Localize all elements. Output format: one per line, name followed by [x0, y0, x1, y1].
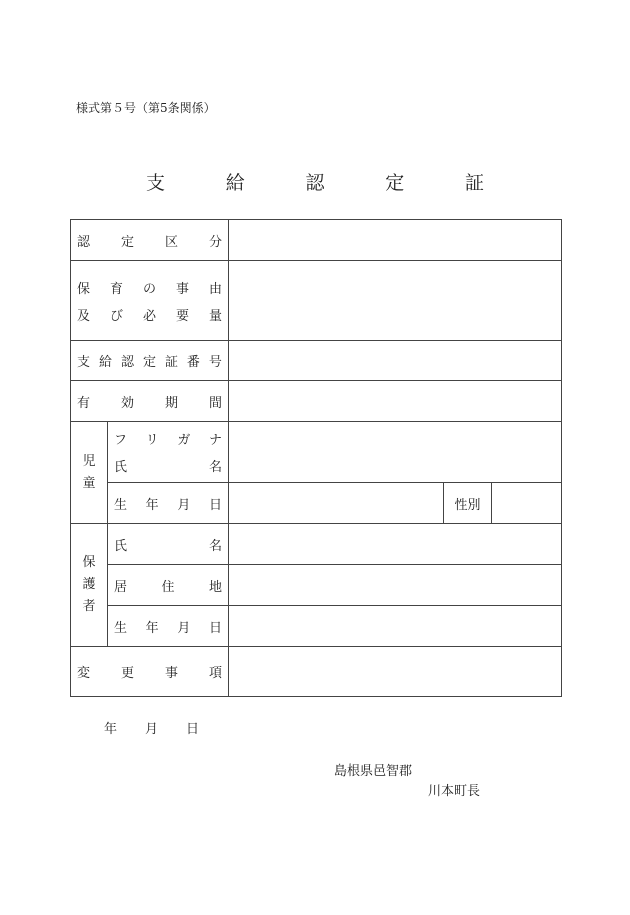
title-char: 支 [146, 172, 166, 194]
row-changes [71, 647, 562, 697]
title-char: 証 [464, 172, 484, 194]
row-certification-category [71, 220, 562, 261]
label-guardian-address: 居 住 地 [108, 565, 229, 606]
row-guardian-address [71, 565, 562, 606]
document-title [130, 168, 500, 195]
label-guardian-name: 氏 名 [108, 524, 229, 565]
value-guardian-birthdate[interactable] [229, 606, 562, 647]
label-child-birthdate: 生 年 月 日 [108, 483, 229, 524]
issuer-mayor: 川本町長 [428, 784, 481, 799]
value-certification-category[interactable] [229, 220, 562, 261]
value-childcare-reason[interactable] [229, 261, 562, 341]
value-guardian-address[interactable] [229, 565, 562, 606]
label-certification-category: 認 定 区 分 [71, 220, 229, 261]
label-certificate-number: 支 給 認 定 証 番 号 [71, 341, 229, 381]
label-valid-period: 有 効 期 間 [71, 381, 229, 422]
value-changes[interactable] [229, 647, 562, 697]
value-child-birthdate[interactable] [229, 483, 444, 524]
date-year: 年 [104, 722, 118, 737]
title-char: 給 [225, 172, 245, 194]
row-child-name [71, 422, 562, 483]
value-child-name[interactable] [229, 422, 562, 483]
form-number: 様式第５号（第5条関係） [76, 101, 216, 115]
row-guardian-name [71, 524, 562, 565]
value-child-sex[interactable] [492, 483, 562, 524]
label-child-sex: 性別 [444, 483, 492, 524]
certificate-form-table [70, 219, 562, 697]
value-valid-period[interactable] [229, 381, 562, 422]
row-certificate-number [71, 341, 562, 381]
row-childcare-reason [71, 261, 562, 341]
issue-date [104, 718, 199, 737]
row-guardian-birthdate [71, 606, 562, 647]
value-guardian-name[interactable] [229, 524, 562, 565]
label-child-group: 児 童 [71, 422, 108, 524]
label-child-name: フ リ ガ ナ 氏 名 [108, 422, 229, 483]
row-child-birthdate [71, 483, 562, 524]
row-valid-period [71, 381, 562, 422]
label-childcare-reason: 保 育 の 事 由 及 び 必 要 量 [71, 261, 229, 341]
date-month: 月 [145, 722, 159, 737]
issuer-prefecture-county: 島根県邑智郡 [334, 764, 413, 779]
value-certificate-number[interactable] [229, 341, 562, 381]
title-char: 認 [305, 172, 325, 194]
label-guardian-birthdate: 生 年 月 日 [108, 606, 229, 647]
date-day: 日 [186, 722, 200, 737]
title-char: 定 [385, 172, 405, 194]
label-changes: 変 更 事 項 [71, 647, 229, 697]
label-guardian-group: 保 護 者 [71, 524, 108, 647]
